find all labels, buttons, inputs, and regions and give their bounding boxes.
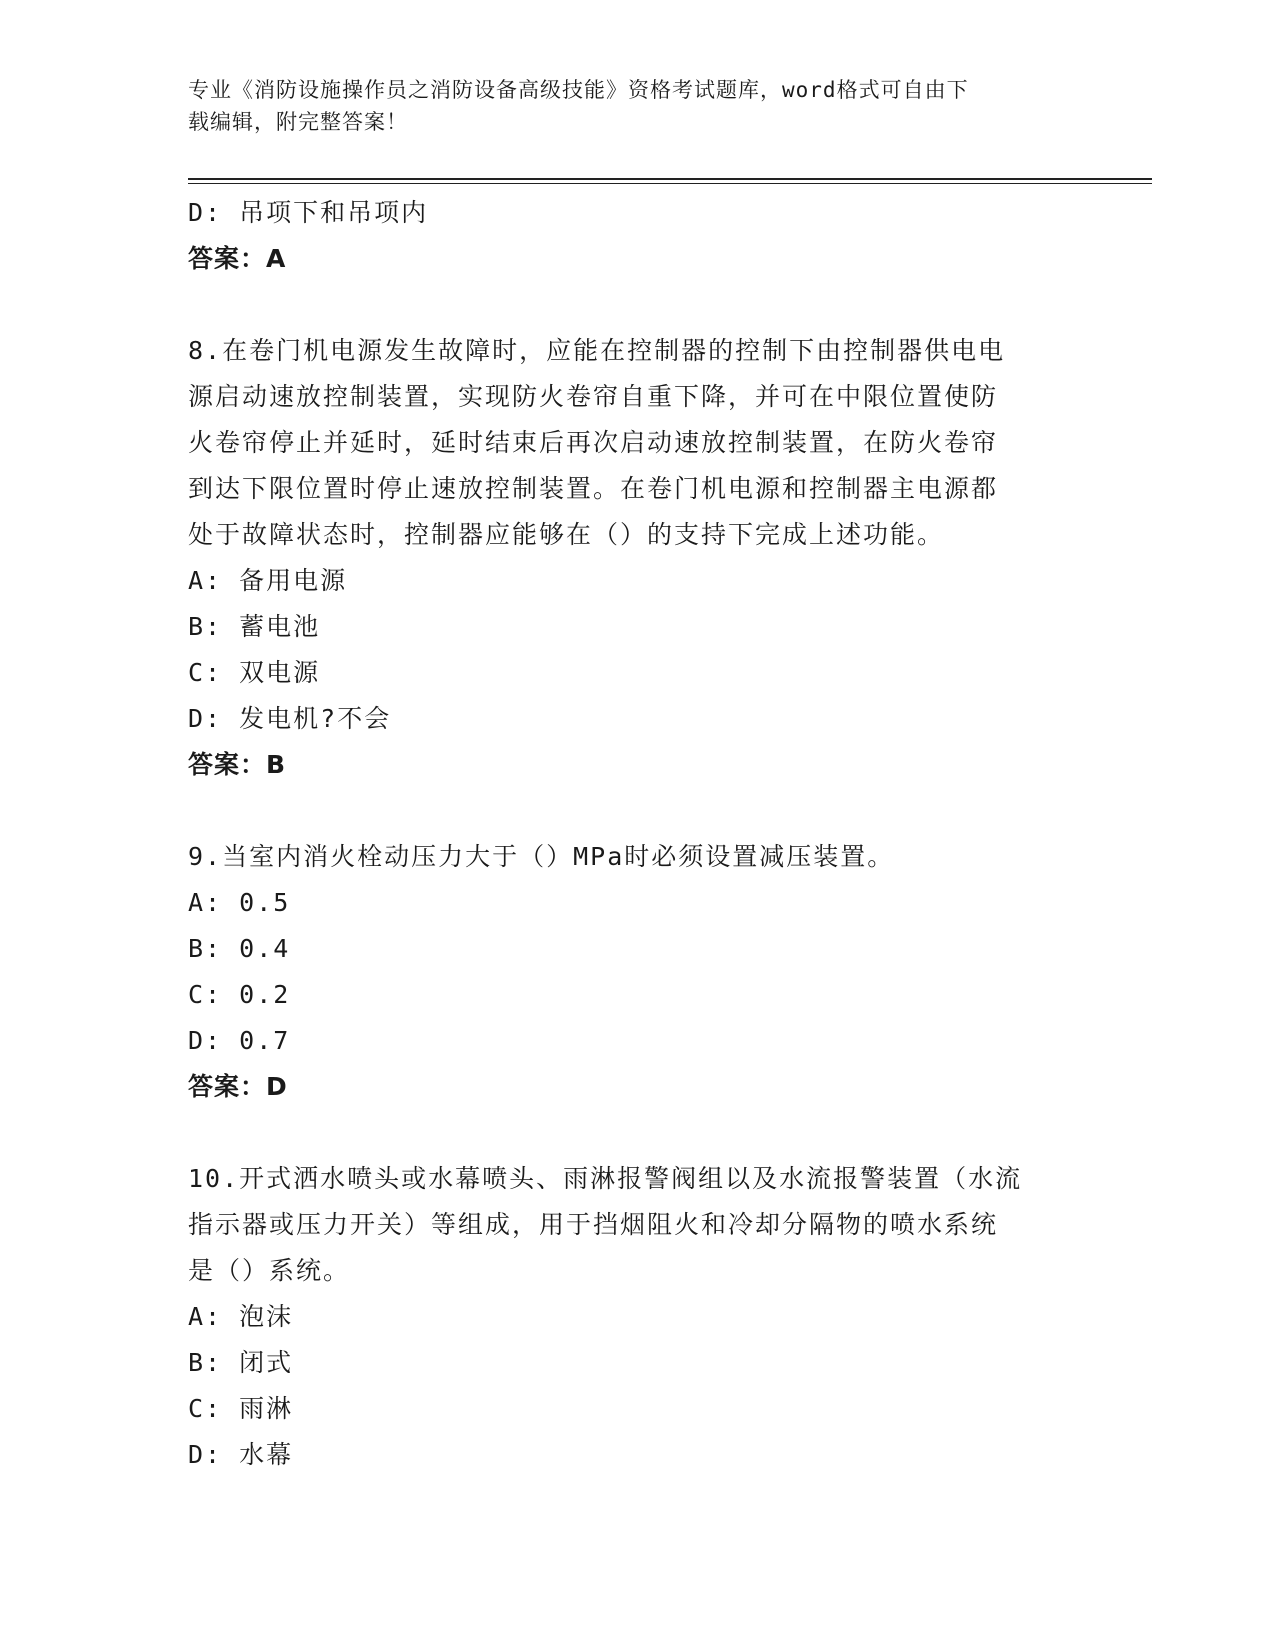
q8-stem-line: 处于故障状态时，控制器应能够在（）的支持下完成上述功能。 <box>188 520 945 549</box>
q9-option-d: D: 0.7 <box>188 1026 291 1055</box>
q9-answer: 答案：D <box>188 1072 288 1101</box>
q8-stem-line: 到达下限位置时停止速放控制装置。在卷门机电源和控制器主电源都 <box>188 474 999 503</box>
page-header <box>188 74 1068 138</box>
q10-option-a: A: 泡沫 <box>188 1302 294 1331</box>
spacer <box>188 1110 1088 1156</box>
header-rule-thin <box>188 183 1152 184</box>
q10-option-c: C: 雨淋 <box>188 1394 294 1423</box>
prev-answer: 答案：A <box>188 244 287 273</box>
q10-stem-line: 是（）系统。 <box>188 1256 351 1285</box>
question-10 <box>188 1156 1088 1478</box>
header-line-1: 专业《消防设施操作员之消防设备高级技能》资格考试题库，word格式可自由下 <box>188 78 969 102</box>
question-8 <box>188 328 1088 788</box>
q10-option-d: D: 水幕 <box>188 1440 294 1469</box>
q9-stem-line: 9.当室内消火栓动压力大于（）MPa时必须设置减压装置。 <box>188 842 895 871</box>
question-content <box>188 190 1088 1478</box>
q8-stem-line: 8.在卷门机电源发生故障时，应能在控制器的控制下由控制器供电电 <box>188 336 1006 365</box>
q9-option-a: A: 0.5 <box>188 888 291 917</box>
header-line-2: 载编辑，附完整答案！ <box>188 110 408 134</box>
header-rule-thick <box>188 178 1152 180</box>
q8-answer: 答案：B <box>188 750 287 779</box>
spacer <box>188 282 1088 328</box>
q9-option-b: B: 0.4 <box>188 934 291 963</box>
q8-option-a: A: 备用电源 <box>188 566 348 595</box>
q8-option-d: D: 发电机?不会 <box>188 704 392 733</box>
q8-option-c: C: 双电源 <box>188 658 321 687</box>
q8-stem-line: 源启动速放控制装置，实现防火卷帘自重下降，并可在中限位置使防 <box>188 382 999 411</box>
question-9 <box>188 834 1088 1110</box>
q10-option-b: B: 闭式 <box>188 1348 294 1377</box>
q8-stem-line: 火卷帘停止并延时，延时结束后再次启动速放控制装置，在防火卷帘 <box>188 428 999 457</box>
q10-stem-line: 指示器或压力开关）等组成，用于挡烟阻火和冷却分隔物的喷水系统 <box>188 1210 999 1239</box>
spacer <box>188 788 1088 834</box>
q10-stem-line: 10.开式洒水喷头或水幕喷头、雨淋报警阀组以及水流报警装置（水流 <box>188 1164 1023 1193</box>
q8-option-b: B: 蓄电池 <box>188 612 321 641</box>
prev-option-d: D: 吊项下和吊项内 <box>188 198 429 227</box>
q9-option-c: C: 0.2 <box>188 980 291 1009</box>
